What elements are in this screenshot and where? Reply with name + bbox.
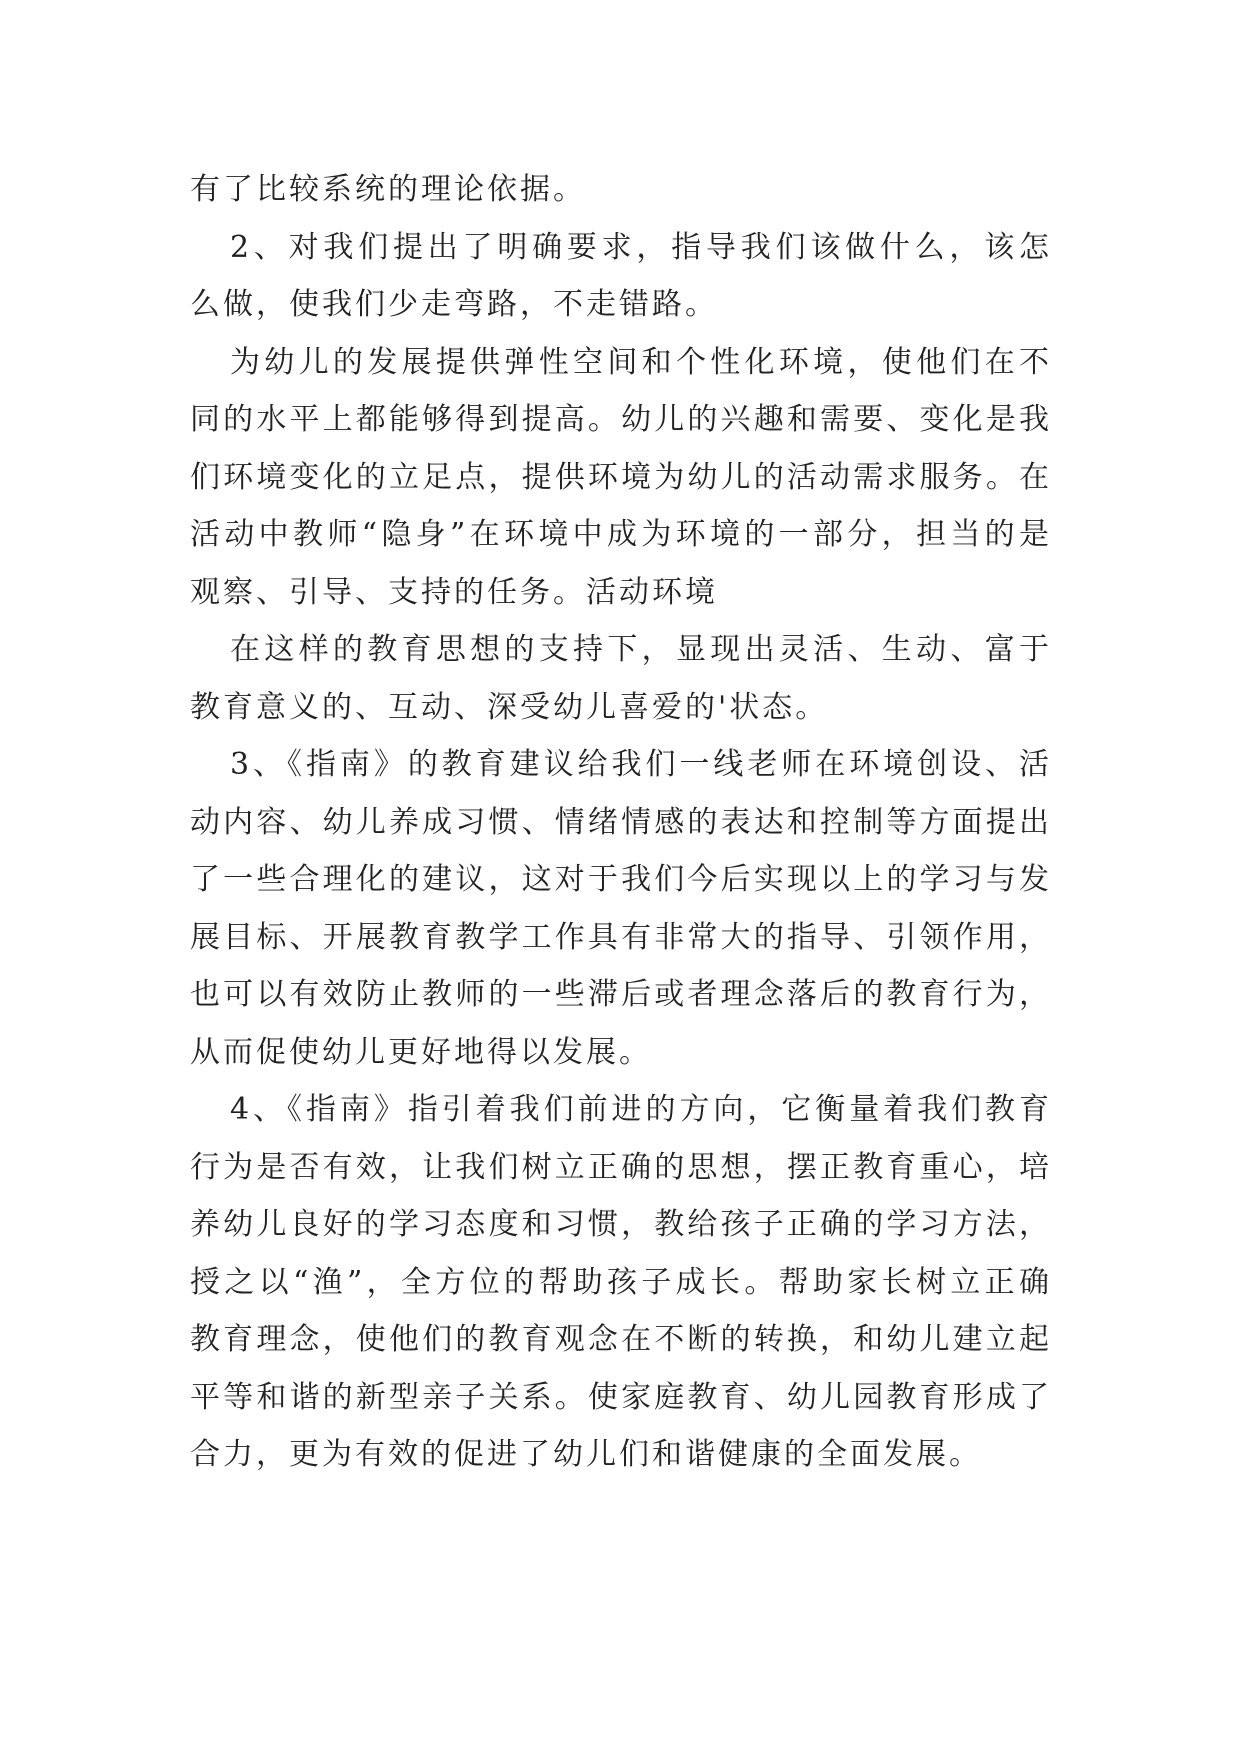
paragraph-line: 授之以“渔”，全方位的帮助孩子成长。帮助家长树立正确 — [190, 1264, 1052, 1300]
paragraph — [190, 161, 1052, 219]
paragraph-line: 么做，使我们少走弯路，不走错路。 — [190, 287, 718, 322]
paragraph-line: 有了比较系统的理论依据。 — [190, 172, 586, 207]
paragraph-line: 3、《指南》的教育建议给我们一线老师在环境创设、活 — [230, 747, 1052, 782]
paragraph — [190, 219, 1052, 334]
paragraph-line: 4、《指南》指引着我们前进的方向，它衡量着我们教育 — [230, 1092, 1052, 1127]
paragraph-line: 行为是否有效，让我们树立正确的思想，摆正教育重心，培 — [190, 1149, 1052, 1185]
paragraph — [190, 1081, 1052, 1484]
paragraph-line: 合力，更为有效的促进了幼儿们和谐健康的全面发展。 — [190, 1437, 982, 1472]
paragraph-line: 平等和谐的新型亲子关系。使家庭教育、幼儿园教育形成了 — [190, 1379, 1052, 1415]
paragraph-line: 从而促使幼儿更好地得以发展。 — [190, 1034, 652, 1070]
paragraph — [190, 334, 1052, 622]
paragraph-line: 同的水平上都能够得到提高。幼儿的兴趣和需要、变化是我 — [190, 402, 1052, 437]
paragraph-line: 教育理念，使他们的教育观念在不断的转换，和幼儿建立起 — [190, 1322, 1052, 1357]
paragraph-line: 了一些合理化的建议，这对于我们今后实现以上的学习与发 — [190, 862, 1052, 897]
paragraph-line: 们环境变化的立足点，提供环境为幼儿的活动需求服务。在 — [190, 459, 1052, 495]
paragraph-line: 观察、引导、支持的任务。活动环境 — [190, 574, 718, 610]
paragraph-line: 2、对我们提出了明确要求，指导我们该做什么，该怎 — [230, 229, 1052, 265]
paragraph-line: 教育意义的、互动、深受幼儿喜爱的'状态。 — [190, 689, 829, 725]
paragraph — [190, 736, 1052, 1081]
paragraph-line: 养幼儿良好的学习态度和习惯，教给孩子正确的学习方法， — [190, 1207, 1052, 1242]
paragraph-line: 动内容、幼儿养成习惯、情绪情感的表达和控制等方面提出 — [190, 804, 1052, 840]
document-body — [190, 161, 1052, 1484]
paragraph-line: 为幼儿的发展提供弹性空间和个性化环境，使他们在不 — [230, 344, 1052, 380]
paragraph-line: 活动中教师“隐身”在环境中成为环境的一部分，担当的是 — [190, 517, 1052, 552]
paragraph — [190, 621, 1052, 736]
paragraph-line: 也可以有效防止教师的一些滞后或者理念落后的教育行为， — [190, 977, 1052, 1012]
paragraph-line: 在这样的教育思想的支持下，显现出灵活、生动、富于 — [230, 632, 1052, 667]
paragraph-line: 展目标、开展教育教学工作具有非常大的指导、引领作用， — [190, 919, 1052, 955]
